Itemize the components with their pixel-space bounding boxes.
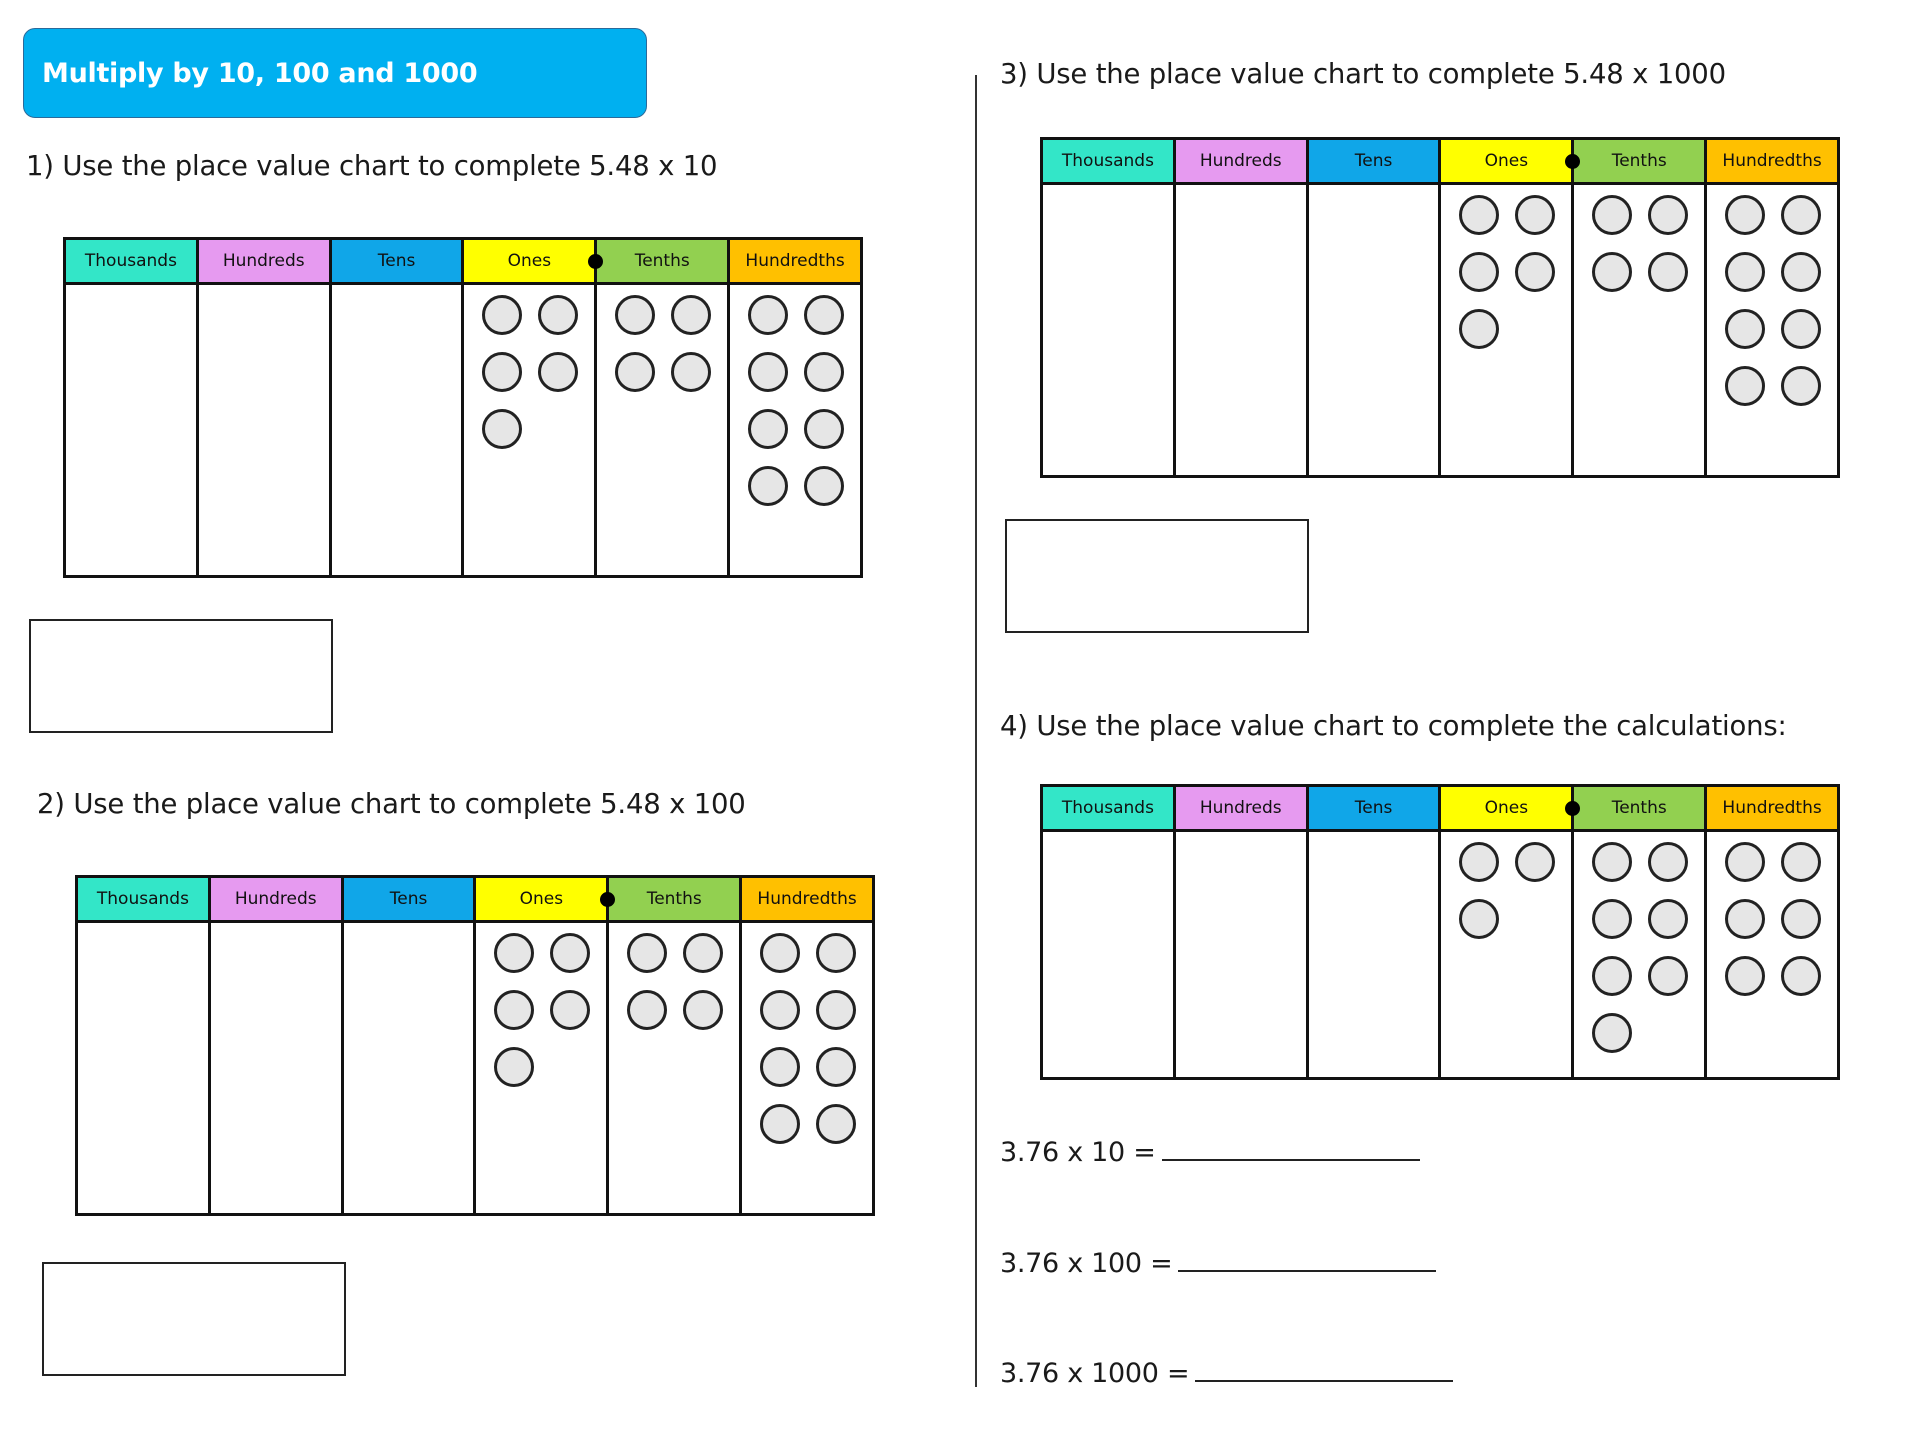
column-cell-tens — [330, 284, 463, 577]
column-cell-hundredths — [1706, 831, 1839, 1079]
counter-group — [1441, 185, 1571, 349]
place-value-counter — [816, 990, 856, 1030]
counter-group — [1043, 832, 1173, 842]
column-header-hundreds — [1174, 139, 1307, 184]
calculation-expression: 3.76 x 10 = — [1000, 1137, 1156, 1168]
place-value-counter — [1781, 956, 1821, 996]
place-value-counter — [627, 990, 667, 1030]
place-value-counter — [615, 295, 655, 335]
column-cell-tenths — [1573, 184, 1706, 477]
column-header-tenths — [596, 239, 729, 284]
place-value-counter — [494, 933, 534, 973]
column-header-label: Ones — [1484, 798, 1529, 818]
column-cell-hundreds — [209, 922, 342, 1215]
question-number: 4) — [1000, 710, 1037, 742]
place-value-counter — [1592, 252, 1632, 292]
column-header-label: Ones — [1484, 151, 1529, 171]
place-value-counter — [1725, 309, 1765, 349]
calculation-expression: 3.76 x 1000 = — [1000, 1358, 1190, 1389]
question-number: 1) — [26, 150, 63, 182]
place-value-counter — [748, 466, 788, 506]
counter-group — [597, 285, 727, 392]
place-value-counter — [1648, 195, 1688, 235]
column-header-label: Hundredths — [745, 251, 845, 271]
column-cell-thousands — [1042, 831, 1175, 1079]
column-header-label: Hundredths — [757, 889, 857, 909]
place-value-counter — [494, 990, 534, 1030]
column-header-thousands — [65, 239, 198, 284]
counter-group — [1441, 832, 1571, 939]
column-header-label: Hundredths — [1722, 798, 1822, 818]
place-value-counter — [1648, 956, 1688, 996]
column-cell-ones — [1440, 184, 1573, 477]
counter-group — [1707, 185, 1837, 406]
column-header-tenths — [608, 877, 741, 922]
question-text: Use the place value chart to complete the calculations: — [1036, 710, 1787, 742]
column-header-label: Tens — [1354, 151, 1393, 171]
calculation-expression: 3.76 x 100 = — [1000, 1248, 1173, 1279]
column-header-label: Tens — [1354, 798, 1393, 818]
question-1-prompt — [26, 150, 717, 182]
place-value-counter — [482, 295, 522, 335]
place-value-counter — [1781, 366, 1821, 406]
place-value-counter — [760, 1047, 800, 1087]
counter-group — [78, 923, 208, 933]
place-value-counter — [671, 295, 711, 335]
place-value-counter — [816, 1047, 856, 1087]
column-cell-thousands — [77, 922, 210, 1215]
decimal-point — [600, 892, 615, 907]
column-header-label: Hundreds — [234, 889, 317, 909]
column-header-label: Thousands — [1061, 798, 1154, 818]
place-value-counter — [1781, 309, 1821, 349]
question-text: Use the place value chart to complete 5.48 x 10 — [62, 150, 718, 182]
counter-group — [1574, 185, 1704, 292]
place-value-counter — [1592, 956, 1632, 996]
column-header-thousands — [1042, 139, 1175, 184]
place-value-counter — [1592, 899, 1632, 939]
place-value-counter — [1515, 195, 1555, 235]
column-header-thousands — [77, 877, 210, 922]
column-header-ones — [475, 877, 608, 922]
column-header-hundredths — [741, 877, 874, 922]
column-header-tens — [1307, 139, 1440, 184]
place-value-counter — [1515, 842, 1555, 882]
column-header-ones — [1440, 139, 1573, 184]
place-value-counter — [1459, 899, 1499, 939]
place-value-counter — [760, 933, 800, 973]
column-header-hundredths — [1706, 786, 1839, 831]
column-divider — [975, 75, 977, 1387]
counter-group — [332, 285, 462, 295]
column-header-label: Hundreds — [1199, 798, 1282, 818]
place-value-counter — [1781, 252, 1821, 292]
place-value-counter — [1515, 252, 1555, 292]
counter-group — [66, 285, 196, 295]
column-header-label: Tenths — [1611, 798, 1667, 818]
column-cell-tens — [1307, 831, 1440, 1079]
column-cell-tenths — [1573, 831, 1706, 1079]
calculation-3 — [1000, 1354, 1453, 1389]
place-value-counter — [1725, 956, 1765, 996]
counter-group — [742, 923, 872, 1144]
column-cell-ones — [1440, 831, 1573, 1079]
decimal-point — [1565, 801, 1580, 816]
column-cell-tenths — [608, 922, 741, 1215]
counter-group — [1309, 185, 1439, 195]
answer-box-3[interactable] — [1005, 519, 1309, 633]
place-value-counter — [627, 933, 667, 973]
column-cell-ones — [463, 284, 596, 577]
place-value-counter — [1459, 309, 1499, 349]
answer-line[interactable] — [1162, 1133, 1420, 1161]
counter-group — [1309, 832, 1439, 842]
counter-group — [1043, 185, 1173, 195]
counter-group — [609, 923, 739, 1030]
column-header-hundreds — [1174, 786, 1307, 831]
place-value-counter — [1725, 899, 1765, 939]
column-cell-hundredths — [729, 284, 862, 577]
answer-box-1[interactable] — [29, 619, 333, 733]
decimal-point — [1565, 154, 1580, 169]
place-value-counter — [1592, 1013, 1632, 1053]
place-value-counter — [748, 295, 788, 335]
place-value-chart-4 — [1040, 784, 1840, 1080]
place-value-counter — [494, 1047, 534, 1087]
column-cell-thousands — [65, 284, 198, 577]
counter-group — [476, 923, 606, 1087]
place-value-counter — [550, 933, 590, 973]
counter-group — [199, 285, 329, 295]
column-header-label: Thousands — [1061, 151, 1154, 171]
place-value-counter — [804, 466, 844, 506]
place-value-counter — [1725, 366, 1765, 406]
place-value-counter — [538, 295, 578, 335]
column-cell-thousands — [1042, 184, 1175, 477]
place-value-counter — [1459, 842, 1499, 882]
column-header-label: Hundredths — [1722, 151, 1822, 171]
question-3-prompt — [1000, 58, 1726, 90]
place-value-counter — [1725, 842, 1765, 882]
place-value-counter — [760, 1104, 800, 1144]
calculation-1 — [1000, 1133, 1420, 1168]
column-header-tens — [342, 877, 475, 922]
column-header-tens — [330, 239, 463, 284]
counter-group — [464, 285, 594, 449]
worksheet-title: Multiply by 10, 100 and 1000 — [23, 28, 647, 118]
column-header-hundredths — [729, 239, 862, 284]
place-value-counter — [816, 1104, 856, 1144]
question-text: Use the place value chart to complete 5.48 x 1000 — [1036, 58, 1726, 90]
column-cell-tens — [1307, 184, 1440, 477]
column-header-thousands — [1042, 786, 1175, 831]
column-header-hundredths — [1706, 139, 1839, 184]
place-value-counter — [1725, 252, 1765, 292]
place-value-counter — [760, 990, 800, 1030]
place-value-counter — [550, 990, 590, 1030]
counter-group — [730, 285, 860, 506]
place-value-counter — [671, 352, 711, 392]
place-value-counter — [816, 933, 856, 973]
question-text: Use the place value chart to complete 5.48 x 100 — [73, 788, 746, 820]
place-value-chart-3 — [1040, 137, 1840, 478]
place-value-counter — [1725, 195, 1765, 235]
column-cell-hundreds — [197, 284, 330, 577]
place-value-counter — [1592, 842, 1632, 882]
counter-group — [1707, 832, 1837, 996]
question-2-prompt — [37, 788, 746, 820]
place-value-counter — [748, 352, 788, 392]
counter-group — [211, 923, 341, 933]
column-cell-hundredths — [1706, 184, 1839, 477]
column-header-tenths — [1573, 786, 1706, 831]
column-header-label: Tenths — [1611, 151, 1667, 171]
column-header-hundreds — [197, 239, 330, 284]
place-value-counter — [1781, 899, 1821, 939]
column-header-label: Ones — [519, 889, 564, 909]
column-header-label: Ones — [507, 251, 552, 271]
column-header-label: Hundreds — [222, 251, 305, 271]
column-header-label: Thousands — [84, 251, 177, 271]
place-value-counter — [538, 352, 578, 392]
place-value-counter — [1459, 195, 1499, 235]
place-value-counter — [1648, 252, 1688, 292]
place-value-counter — [1781, 195, 1821, 235]
place-value-counter — [1781, 842, 1821, 882]
column-cell-tens — [342, 922, 475, 1215]
place-value-counter — [1459, 252, 1499, 292]
place-value-counter — [804, 295, 844, 335]
column-header-label: Hundreds — [1199, 151, 1282, 171]
place-value-counter — [683, 990, 723, 1030]
counter-group — [1176, 832, 1306, 842]
place-value-counter — [1592, 195, 1632, 235]
answer-line[interactable] — [1178, 1244, 1436, 1272]
counter-group — [1574, 832, 1704, 1053]
answer-line[interactable] — [1195, 1354, 1453, 1382]
decimal-point — [588, 254, 603, 269]
question-4-prompt — [1000, 710, 1787, 742]
place-value-counter — [482, 409, 522, 449]
calculation-2 — [1000, 1244, 1436, 1279]
column-header-tens — [1307, 786, 1440, 831]
counter-group — [344, 923, 474, 933]
place-value-chart-2 — [75, 875, 875, 1216]
column-header-label: Tens — [377, 251, 416, 271]
place-value-counter — [1648, 842, 1688, 882]
answer-box-2[interactable] — [42, 1262, 346, 1376]
question-number: 2) — [37, 788, 74, 820]
place-value-chart-1 — [63, 237, 863, 578]
column-header-ones — [463, 239, 596, 284]
counter-group — [1176, 185, 1306, 195]
column-header-ones — [1440, 786, 1573, 831]
place-value-counter — [615, 352, 655, 392]
place-value-counter — [683, 933, 723, 973]
column-cell-ones — [475, 922, 608, 1215]
column-header-label: Tenths — [634, 251, 690, 271]
place-value-counter — [804, 409, 844, 449]
column-cell-hundreds — [1174, 831, 1307, 1079]
place-value-counter — [1648, 899, 1688, 939]
column-cell-hundreds — [1174, 184, 1307, 477]
column-cell-hundredths — [741, 922, 874, 1215]
column-cell-tenths — [596, 284, 729, 577]
column-header-label: Tenths — [646, 889, 702, 909]
column-header-label: Tens — [389, 889, 428, 909]
place-value-counter — [482, 352, 522, 392]
place-value-counter — [748, 409, 788, 449]
column-header-hundreds — [209, 877, 342, 922]
column-header-label: Thousands — [96, 889, 189, 909]
question-number: 3) — [1000, 58, 1037, 90]
place-value-counter — [804, 352, 844, 392]
column-header-tenths — [1573, 139, 1706, 184]
